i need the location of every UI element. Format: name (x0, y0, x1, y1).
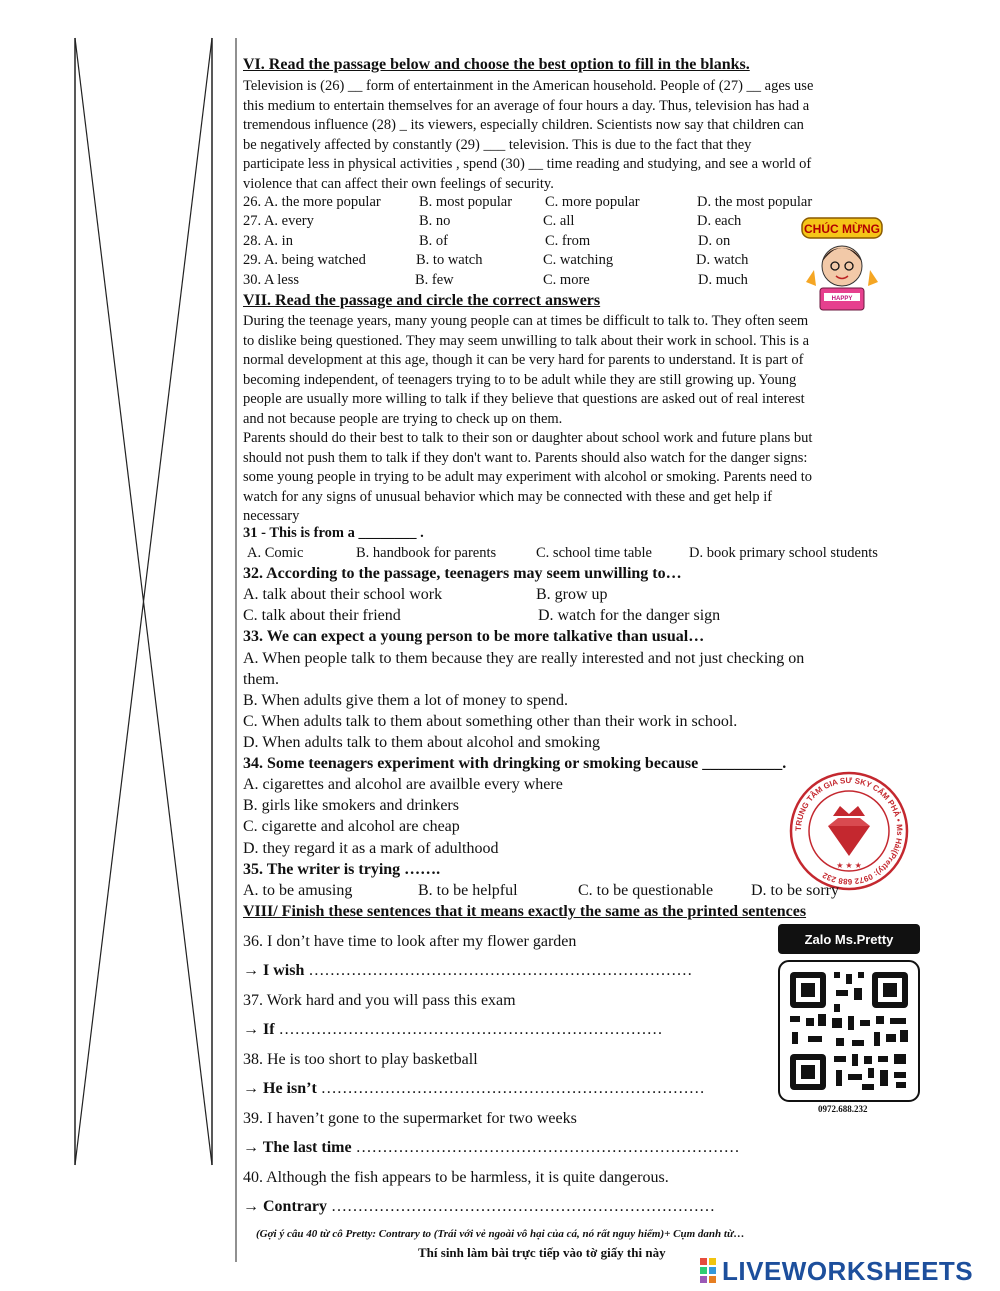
q37-answer-line (243, 1021, 663, 1039)
passage-line: necessary (243, 508, 300, 524)
q35-option-d[interactable]: D. to be sorry (751, 882, 839, 899)
margin-cross-lines (0, 0, 240, 1291)
qr-code-icon[interactable] (778, 960, 920, 1102)
q40-prompt: 40. Although the fish appears to be harmless, it is quite dangerous. (243, 1169, 669, 1186)
option-a[interactable]: 30. A less (243, 272, 299, 288)
option-c[interactable]: C. all (543, 213, 575, 229)
q33-option-a[interactable]: A. When people talk to them because they are really interested and not just checking on (243, 650, 805, 667)
option-c[interactable]: C. watching (543, 252, 614, 268)
q33-option-c[interactable]: C. When adults talk to them about something other than their work in school. (243, 713, 738, 730)
option-b[interactable]: B. to watch (416, 252, 483, 268)
q39-lead: → The last time (243, 1139, 352, 1156)
q34-option-d[interactable]: D. they regard it as a mark of adulthood (243, 840, 499, 857)
passage-line: be negatively affected by constantly (29) ___ television. This is due to the fact that they (243, 136, 752, 153)
q35-option-b[interactable]: B. to be helpful (418, 882, 518, 899)
passage-line: people are usually more willing to talk if they believe that questions are asked out of real interest (243, 391, 805, 407)
passage-line: to dislike being questioned. They may seem unwilling to talk about their work in school. This is a (243, 332, 810, 349)
sticker-cake-text: HAPPY (831, 296, 853, 302)
liveworksheets-icon (700, 1258, 718, 1284)
option-b[interactable]: B. of (419, 233, 448, 249)
passage-line: violence that can affect their own feelings of security. (243, 175, 554, 192)
option-c[interactable]: C. from (545, 233, 591, 249)
hint-note: (Gợi ý câu 40 từ cô Pretty: Contrary to (Trái với vẻ ngoài vô hại của cá, nó rất nguy hiểm)+ Cụm danh từ… (256, 1228, 745, 1240)
section-6-passage (243, 77, 909, 194)
q37-lead: → If (243, 1021, 275, 1038)
center-stamp-icon (788, 770, 910, 892)
q32-option-c[interactable]: C. talk about their friend (243, 607, 401, 624)
q33-option-d[interactable]: D. When adults talk to them about alcohol and smoking (243, 734, 600, 751)
passage-line: Parents should do their best to talk to their son or daughter about school work and future plans but (243, 430, 813, 446)
option-b[interactable]: B. most popular (419, 194, 513, 210)
option-a[interactable]: 27. A. every (243, 213, 314, 229)
q36-answer-line (243, 962, 692, 980)
passage-line: and not because people are trying to check up on them. (243, 410, 563, 427)
q36-lead: → I wish (243, 962, 305, 979)
q36-blank[interactable]: ……………………………………………………………… (308, 962, 693, 979)
footer-instruction: Thí sinh làm bài trực tiếp vào tờ giấy thi này (418, 1245, 666, 1260)
option-a[interactable]: 26. A. the more popular (243, 194, 381, 210)
qr-phone: 0972.688.232 (818, 1104, 868, 1114)
section-7-passage (243, 312, 909, 527)
q36-prompt: 36. I don’t have time to look after my flower garden (243, 933, 577, 950)
qr-label: Zalo Ms.Pretty (778, 924, 920, 954)
q32-stem: 32. According to the passage, teenagers may seem unwilling to… (243, 565, 682, 582)
q32-option-b[interactable]: B. grow up (536, 586, 608, 603)
sticker-caption: CHÚC MỪNG (804, 222, 880, 236)
q32-option-d[interactable]: D. watch for the danger sign (538, 607, 721, 624)
q34-option-c[interactable]: C. cigarette and alcohol are cheap (243, 818, 460, 835)
q38-prompt: 38. He is too short to play basketball (243, 1051, 478, 1068)
q35-stem: 35. The writer is trying ……. (243, 861, 441, 878)
option-c[interactable]: C. school time table (536, 545, 652, 561)
svg-text:★ ★ ★: ★ ★ ★ (836, 861, 862, 870)
passage-line: some young people in trying to be adult may experiment with alcohol or smoking. Parents need to (243, 469, 813, 485)
passage-line: participate less in physical activities , spend (30) __ time reading and studying, and see a world of (243, 156, 812, 172)
q39-prompt: 39. I haven’t gone to the supermarket for two weeks (243, 1110, 577, 1127)
q31-stem: 31 - This is from a ________ . (243, 525, 424, 541)
option-a[interactable]: 28. A. in (243, 233, 293, 249)
passage-line: Television is (26) __ form of entertainment in the American household. People of (27) __ ages use (243, 78, 814, 94)
brand-name: LIVEWORKSHEETS (722, 1255, 974, 1286)
section-7-title: VII. Read the passage and circle the correct answers (243, 292, 601, 309)
option-c[interactable]: C. more (543, 272, 590, 288)
option-d[interactable]: D. the most popular (697, 194, 813, 210)
passage-line: this medium to entertain themselves for an average of four hours a day. Thus, television has had a (243, 97, 810, 114)
option-b[interactable]: B. few (415, 272, 454, 288)
q40-lead: → Contrary (243, 1198, 327, 1215)
q35-option-a[interactable]: A. to be amusing (243, 882, 353, 899)
option-a[interactable]: A. Comic (247, 545, 304, 561)
q34-option-a[interactable]: A. cigarettes and alcohol are availble every where (243, 776, 563, 793)
option-d[interactable]: D. book primary school students (689, 545, 878, 561)
q39-blank[interactable]: ……………………………………………………………… (355, 1139, 740, 1156)
q33-option-b[interactable]: B. When adults give them a lot of money to spend. (243, 692, 568, 709)
liveworksheets-logo[interactable] (700, 1255, 973, 1287)
passage-line: should not push them to talk if they don't want to. Parents should also watch for the danger signs: (243, 449, 808, 466)
q35-option-c[interactable]: C. to be questionable (578, 882, 714, 899)
q33-stem: 33. We can expect a young person to be more talkative than usual… (243, 628, 705, 645)
option-b[interactable]: B. no (419, 213, 451, 229)
passage-line: tremendous influence (28) _ its viewers, especially children. Scientists now say that children can (243, 117, 804, 133)
q34-stem: 34. Some teenagers experiment with dringking or smoking because __________. (243, 755, 787, 772)
passage-line: During the teenage years, many young people can at times be difficult to talk to. They often seem (243, 313, 809, 329)
section-8-title: VIII/ Finish these sentences that it means exactly the same as the printed sentences (243, 903, 807, 920)
q40-answer-line (243, 1198, 715, 1216)
section-6-title: VI. Read the passage below and choose the best option to fill in the blanks. (243, 56, 750, 73)
q38-lead: → He isn’t (243, 1080, 317, 1097)
stamp-ring-text: TRUNG TÂM GIA SƯ SKY CẨM PHẢ • Ms Hải(Pretty): 0972 688 232 (793, 775, 905, 887)
passage-line: normal development at this age, though it can be very hard for parents to understand. It is part of (243, 352, 804, 368)
q37-prompt: 37. Work hard and you will pass this exam (243, 992, 516, 1009)
option-d[interactable]: D. watch (696, 252, 749, 268)
q40-blank[interactable]: ……………………………………………………………… (330, 1198, 715, 1215)
option-d[interactable]: D. each (697, 213, 742, 229)
option-d[interactable]: D. much (698, 272, 748, 288)
q33-option-a-cont[interactable]: them. (243, 671, 279, 688)
q38-blank[interactable]: ……………………………………………………………… (320, 1080, 705, 1097)
option-a[interactable]: 29. A. being watched (243, 252, 366, 268)
q38-answer-line (243, 1080, 705, 1098)
q37-blank[interactable]: ……………………………………………………………… (278, 1021, 663, 1038)
option-c[interactable]: C. more popular (545, 194, 640, 210)
celebration-sticker-icon (796, 212, 888, 314)
q32-option-a[interactable]: A. talk about their school work (243, 586, 443, 603)
option-d[interactable]: D. on (698, 233, 731, 249)
passage-line: watch for any signs of unusual behavior which may be connected with these and get help if (243, 488, 773, 505)
q34-option-b[interactable]: B. girls like smokers and drinkers (243, 797, 459, 814)
passage-line: becoming independent, of teenagers trying to to be adult while they are still growing up. Young (243, 371, 797, 388)
q39-answer-line (243, 1139, 740, 1157)
option-b[interactable]: B. handbook for parents (356, 545, 497, 561)
